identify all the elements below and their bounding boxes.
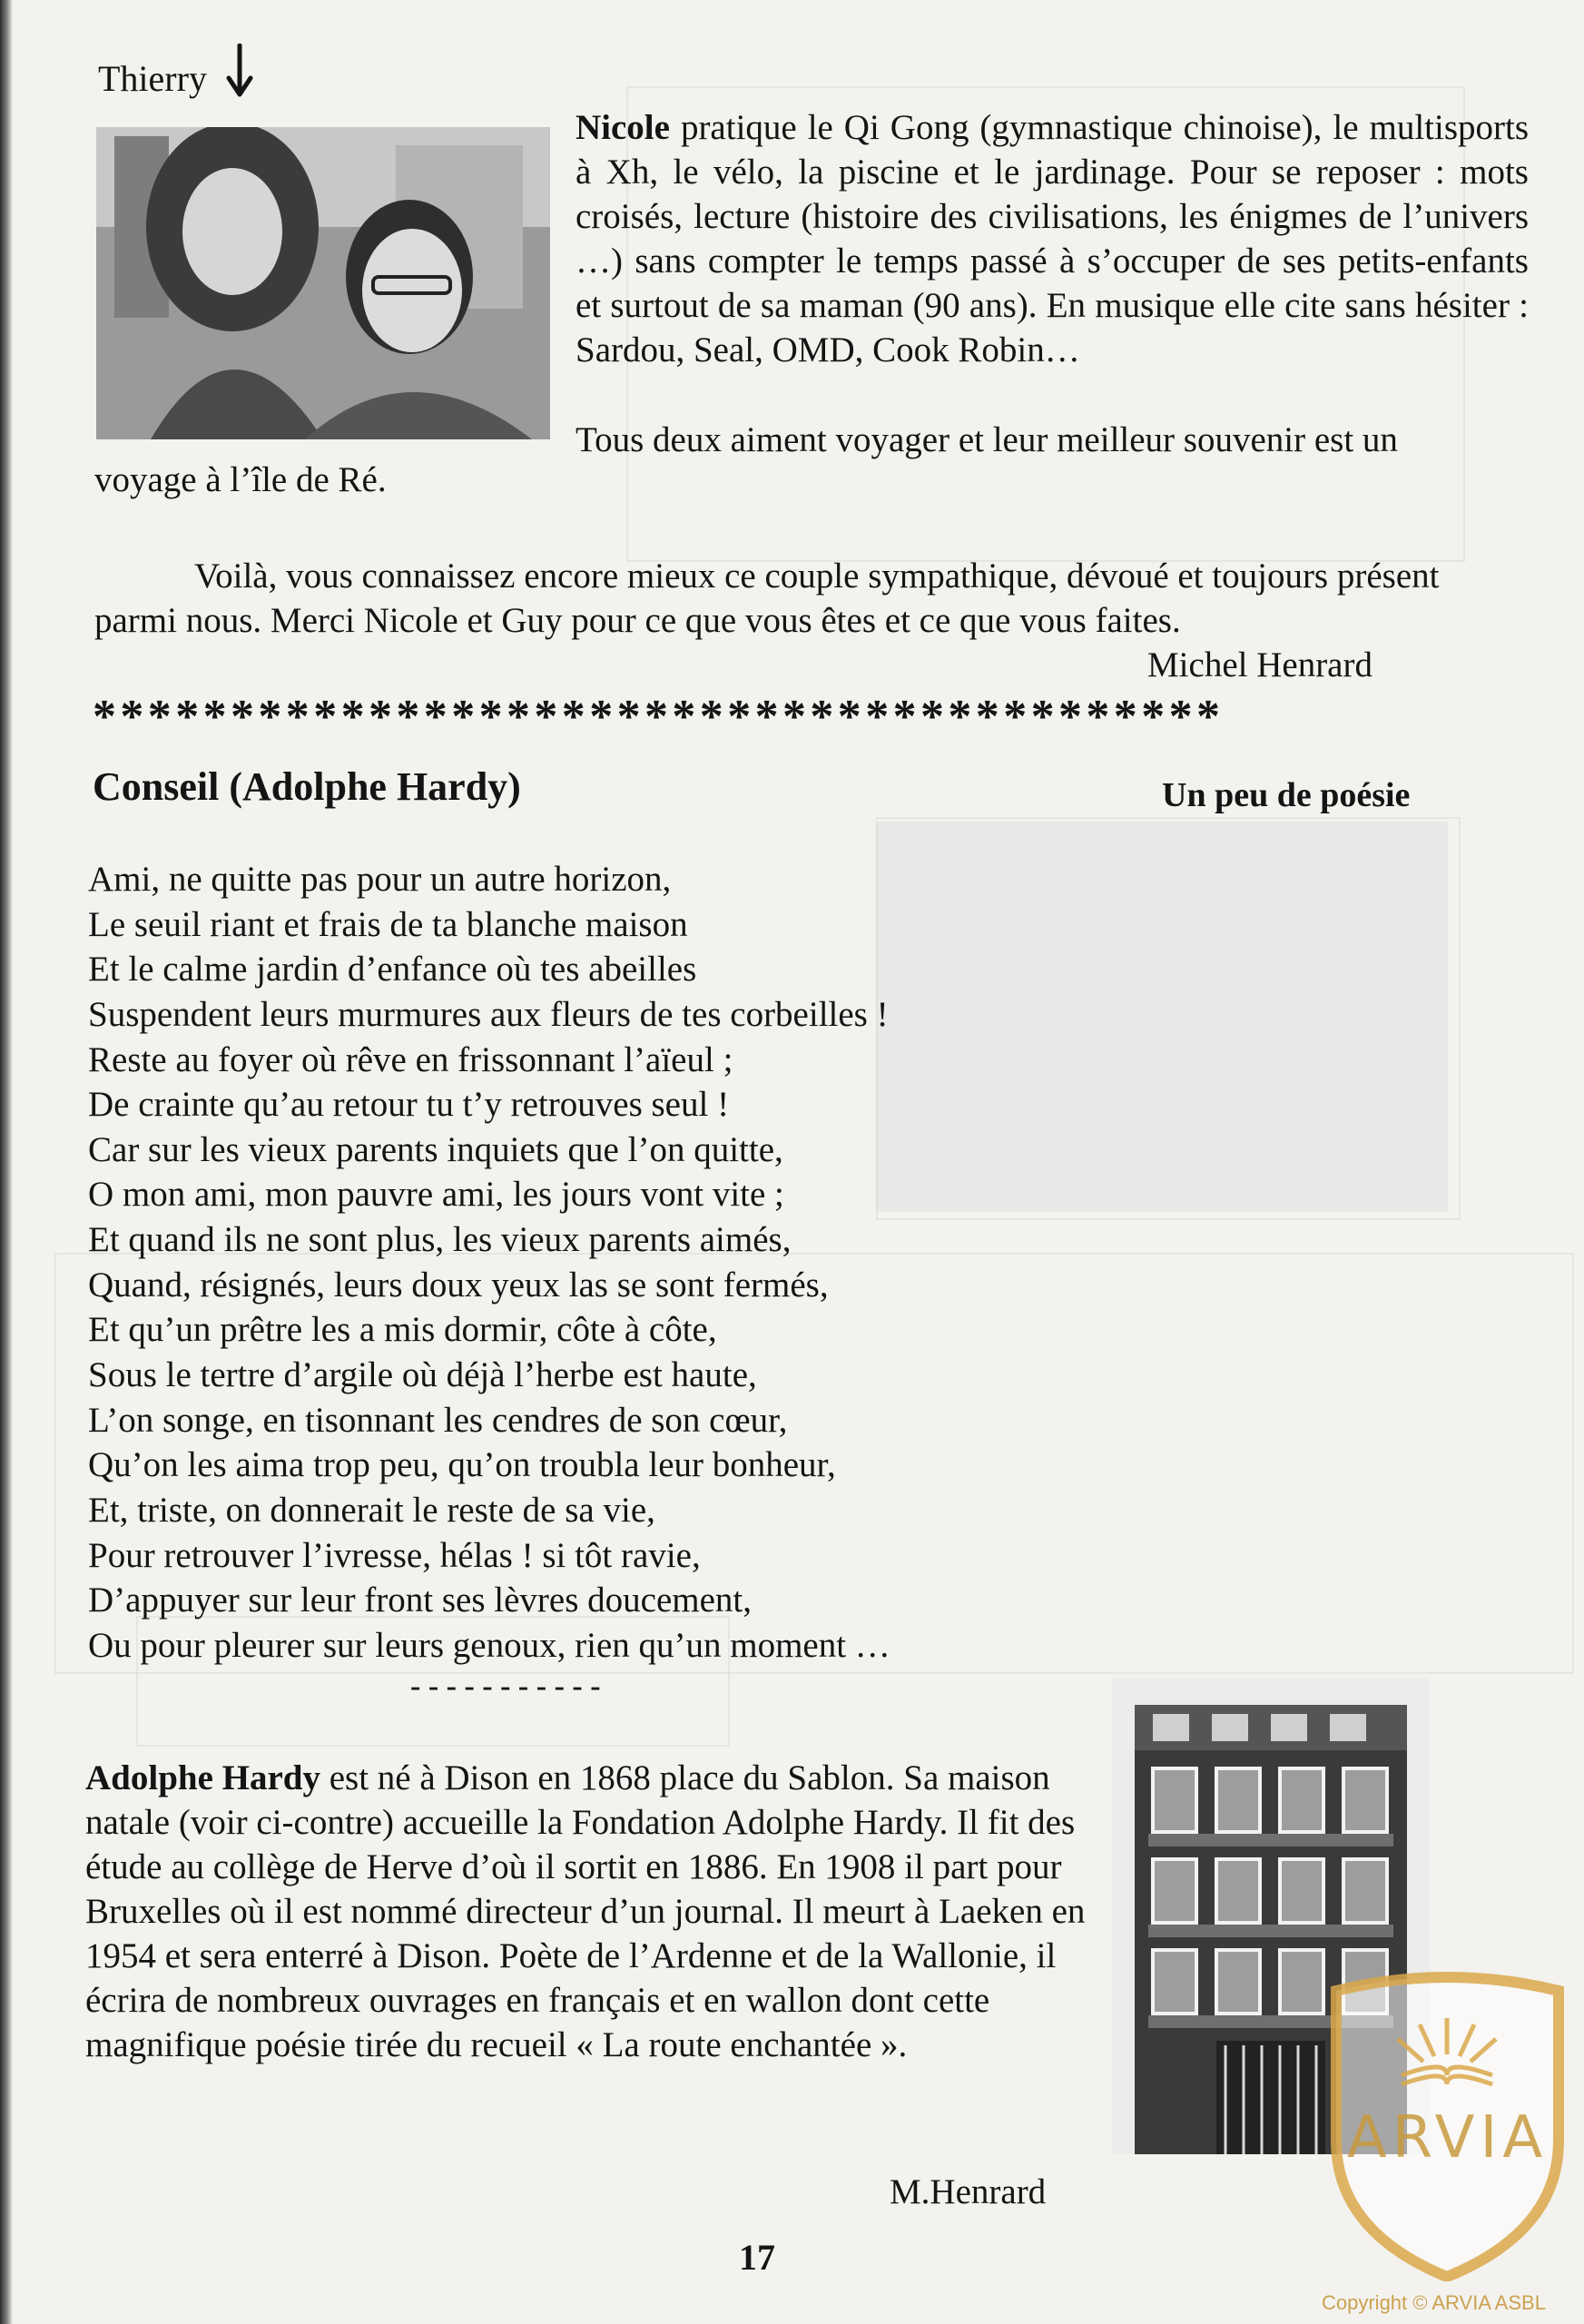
poem-line: L’on songe, en tisonnant les cendres de son cœur, bbox=[88, 1401, 788, 1440]
poem-line: Sous le tertre d’argile où déjà l’herbe est haute, bbox=[88, 1355, 757, 1394]
poem-line: Quand, résignés, leurs doux yeux las se sont fermés, bbox=[88, 1265, 829, 1305]
bleed-through-shade bbox=[876, 822, 1448, 1212]
couple-photo bbox=[96, 127, 550, 439]
nicole-paragraph bbox=[576, 105, 1529, 372]
poem-line: Pour retrouver l’ivresse, hélas ! si tôt ravie, bbox=[88, 1536, 701, 1575]
signature-michel: Michel Henrard bbox=[1147, 645, 1372, 684]
page-number: 17 bbox=[739, 2237, 775, 2278]
bio-name: Adolphe Hardy bbox=[85, 1758, 320, 1797]
down-arrow-icon bbox=[223, 44, 256, 98]
travel-line bbox=[576, 418, 1547, 462]
arvia-watermark bbox=[1318, 1968, 1577, 2281]
poem-line: D’appuyer sur leur front ses lèvres doucement, bbox=[88, 1581, 753, 1620]
poem-line: Et qu’un prêtre les a mis dormir, côte à côte, bbox=[88, 1310, 717, 1349]
travel-text-cont: voyage à l’île de Ré. bbox=[94, 460, 387, 499]
poem-line: Qu’on les aima trop peu, qu’on troubla leur bonheur, bbox=[88, 1445, 836, 1484]
page-spine-shadow bbox=[0, 0, 13, 2324]
poem-line: O mon ami, mon pauvre ami, les jours vont vite ; bbox=[88, 1175, 784, 1214]
closing-paragraph bbox=[94, 554, 1483, 643]
poem-line: Le seuil riant et frais de ta blanche maison bbox=[88, 905, 688, 944]
poem-line: Ami, ne quitte pas pour un autre horizon, bbox=[88, 860, 672, 899]
poem-line: Suspendent leurs murmures aux fleurs de tes corbeilles ! bbox=[88, 995, 889, 1034]
couple-photo-drawing bbox=[96, 127, 550, 439]
watermark-label: ARVIA bbox=[1346, 2104, 1549, 2171]
closing-text: Voilà, vous connaissez encore mieux ce couple sympathique, dévoué et toujours présent parmi nous. Merci Nicole et Guy pour ce que vous êtes et ce que vous faites. bbox=[94, 556, 1440, 640]
caption-thierry: Thierry bbox=[98, 58, 207, 99]
poem-line: Reste au foyer où rêve en frissonnant l’aïeul ; bbox=[88, 1040, 733, 1079]
signature-m-henrard: M.Henrard bbox=[890, 2172, 1047, 2211]
poem-line: Et quand ils ne sont plus, les vieux parents aimés, bbox=[88, 1220, 792, 1259]
asterisk-separator: ***************************************** bbox=[93, 691, 1225, 743]
travel-line-continued bbox=[94, 458, 387, 502]
bio-paragraph bbox=[85, 1756, 1093, 2067]
dash-separator: - - - - - - - - - - - bbox=[410, 1669, 601, 1703]
poem-line: Car sur les vieux parents inquiets que l’on quitte, bbox=[88, 1130, 783, 1169]
copyright-note: Copyright © ARVIA ASBL bbox=[1322, 2291, 1546, 2314]
poem-section-heading: Un peu de poésie bbox=[1162, 776, 1411, 814]
poem-line: Et, triste, on donnerait le reste de sa vie, bbox=[88, 1491, 655, 1530]
photo-caption bbox=[98, 44, 256, 102]
nicole-name: Nicole bbox=[576, 108, 670, 147]
poem-line: Et le calme jardin d’enfance où tes abeilles bbox=[88, 950, 697, 989]
travel-text: Tous deux aiment voyager et leur meilleur souvenir est un bbox=[576, 420, 1398, 459]
poem-line: De crainte qu’au retour tu t’y retrouves seul ! bbox=[88, 1085, 730, 1124]
poem-title: Conseil (Adolphe Hardy) bbox=[93, 764, 521, 809]
nicole-text: pratique le Qi Gong (gymnastique chinoise), le multisports à Xh, le vélo, la piscine et le jardinage. Pour se reposer : mots croisés, lecture (histoire des civilisations, les énigmes de l’univers …) sans compter le temps passé à s’occuper de ses petits-enfants et surtout de sa maman (90 ans). En musique elle cite sans hésiter : Sardou, Seal, OMD, Cook Robin… bbox=[576, 108, 1529, 369]
poem-line: Ou pour pleurer sur leurs genoux, rien qu’un moment … bbox=[88, 1626, 890, 1665]
bio-text: est né à Dison en 1868 place du Sablon. Sa maison natale (voir ci-contre) accueille la Fondation Adolphe Hardy. Il fit des étude au collège de Herve d’où il sortit en 1886. En 1908 il part pour Bruxelles où il est nommé directeur d’un journal. Il meurt à Laeken en 1954 et sera enterré à Dison. Poète de l’Ardenne et de la Wallonie, il écrira de nombreux ouvrages en français et en wallon dont cette magnifique poésie tirée du recueil « La route enchantée ». bbox=[85, 1758, 1086, 2064]
